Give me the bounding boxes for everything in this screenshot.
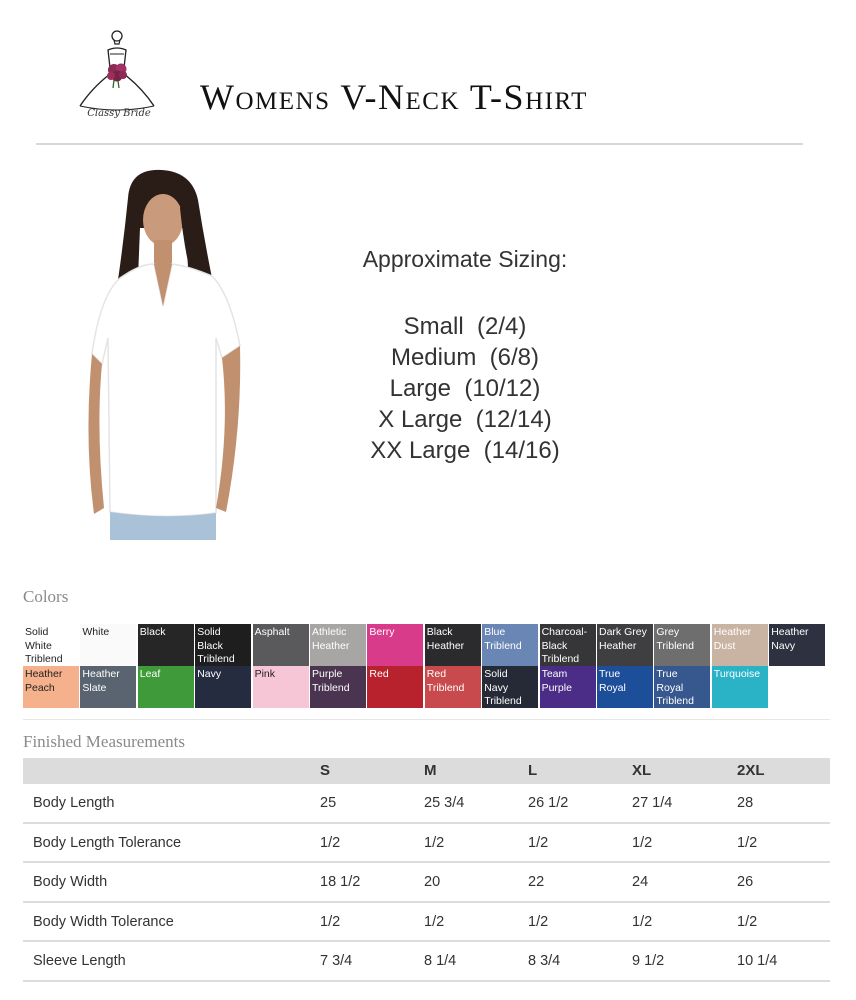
- size-line: XX Large (14/16): [370, 437, 560, 464]
- swatch-label: Triblend: [541, 653, 580, 665]
- table-cell: 28: [737, 795, 754, 811]
- color-swatch[interactable]: [80, 666, 136, 708]
- swatch-label: Navy: [484, 681, 509, 694]
- classy-bride-logo: [70, 28, 170, 128]
- swatch-label: Black: [197, 639, 223, 652]
- row-label: Body Length: [33, 795, 115, 811]
- swatch-label: Heather: [82, 668, 120, 680]
- table-cell: 1/2: [632, 913, 653, 930]
- swatch-label: Triblend: [426, 681, 465, 694]
- swatch-label: Solid: [25, 626, 49, 638]
- size-column-header: M: [424, 762, 437, 779]
- table-cell: 20: [424, 874, 441, 890]
- table-cell: 26 1/2: [528, 795, 569, 811]
- table-cell: 1/2: [424, 834, 445, 851]
- swatch-label: Black: [541, 639, 568, 652]
- swatch-label: Triblend: [484, 639, 522, 652]
- swatch-label: Triblend: [312, 681, 350, 694]
- table-cell: 7 3/4: [320, 953, 353, 969]
- color-swatch[interactable]: [425, 624, 481, 666]
- table-row: [23, 903, 830, 943]
- swatch-label: White: [25, 639, 52, 652]
- swatch-label: Charcoal-: [541, 626, 588, 638]
- table-cell: 1/2: [528, 834, 549, 851]
- swatch-label: Heather: [599, 639, 637, 652]
- table-row: [23, 942, 830, 982]
- swatch-label: Navy: [197, 668, 222, 680]
- swatch-label: Heather: [771, 626, 809, 638]
- color-swatch[interactable]: [769, 624, 825, 666]
- table-cell: 25: [320, 795, 337, 811]
- swatch-label: Triblend: [484, 695, 522, 707]
- swatch-label: Heather: [25, 668, 63, 680]
- table-body: [23, 784, 830, 982]
- table-cell: 25 3/4: [424, 795, 465, 811]
- color-swatch[interactable]: [195, 666, 251, 708]
- swatch-label: Asphalt: [254, 626, 290, 638]
- color-swatch[interactable]: [367, 666, 423, 708]
- table-row: [23, 824, 830, 864]
- color-swatch[interactable]: [310, 666, 366, 708]
- color-swatch[interactable]: [597, 624, 653, 666]
- table-cell: 10 1/4: [737, 953, 778, 969]
- swatch-label: Pink: [254, 668, 276, 680]
- color-swatch[interactable]: [597, 666, 653, 708]
- swatch-label: Purple: [312, 668, 343, 680]
- swatch-label: Black: [426, 626, 453, 638]
- color-swatch[interactable]: [425, 666, 481, 708]
- color-swatch[interactable]: [540, 624, 596, 666]
- table-cell: 18 1/2: [320, 874, 361, 890]
- color-swatch[interactable]: [654, 624, 710, 666]
- table-cell: 1/2: [424, 913, 445, 930]
- swatch-label: True: [656, 668, 678, 680]
- color-swatch[interactable]: [253, 666, 309, 708]
- measurements-heading: Finished Measurements: [23, 732, 185, 751]
- color-swatch[interactable]: [138, 624, 194, 666]
- swatch-label: Team: [541, 668, 568, 680]
- swatch-label: Red: [369, 668, 389, 680]
- table-cell: 1/2: [737, 834, 758, 851]
- color-swatch[interactable]: [482, 624, 538, 666]
- table-cell: 27 1/4: [632, 795, 673, 811]
- color-swatch[interactable]: [23, 624, 79, 666]
- row-label: Body Width Tolerance: [33, 913, 174, 930]
- swatch-label: Heather: [312, 639, 350, 652]
- size-column-header: XL: [632, 762, 652, 779]
- table-cell: 26: [737, 874, 754, 890]
- color-swatch[interactable]: [712, 666, 768, 708]
- swatch-label: Purple: [541, 681, 572, 694]
- swatch-label: Turquoise: [713, 668, 761, 680]
- swatch-label: Peach: [25, 681, 55, 694]
- color-swatch[interactable]: [367, 624, 423, 666]
- size-line: Large (10/12): [389, 375, 541, 402]
- swatch-label: Royal: [656, 681, 684, 694]
- swatch-label: Heather: [713, 626, 752, 638]
- table-cell: 1/2: [632, 834, 653, 851]
- model-photo: [80, 168, 270, 540]
- size-line: Small (2/4): [403, 313, 527, 340]
- logo-text: Classy Bride: [87, 108, 151, 119]
- swatch-label: True: [599, 668, 621, 680]
- row-label: Body Length Tolerance: [33, 834, 182, 851]
- size-line: Medium (6/8): [390, 344, 540, 371]
- color-swatch[interactable]: [253, 624, 309, 666]
- swatch-label: Triblend: [656, 639, 694, 652]
- sizing-heading: Approximate Sizing:: [362, 246, 568, 272]
- table-cell: 1/2: [320, 913, 341, 930]
- swatch-label: Heather: [426, 639, 465, 652]
- table-row: [23, 863, 830, 903]
- swatch-label: Solid: [197, 626, 221, 638]
- measurements-table: [23, 758, 830, 982]
- table-cell: 1/2: [320, 834, 341, 851]
- row-label: Body Width: [33, 874, 108, 890]
- table-cell: 1/2: [737, 913, 758, 930]
- colors-heading: Colors: [23, 587, 69, 606]
- header-divider: [36, 143, 803, 145]
- swatch-label: Triblend: [25, 653, 63, 665]
- table-cell: 22: [528, 874, 545, 890]
- page-title: Womens V-Neck T-Shirt: [200, 77, 588, 117]
- swatch-label: Solid: [484, 668, 508, 680]
- row-label: Sleeve Length: [33, 953, 126, 969]
- color-swatch[interactable]: [482, 666, 538, 708]
- color-swatch[interactable]: [80, 624, 136, 666]
- swatch-label: Grey: [656, 626, 680, 638]
- color-swatch[interactable]: [195, 624, 251, 666]
- table-cell: 1/2: [528, 913, 549, 930]
- table-cell: 8 1/4: [424, 953, 457, 969]
- size-column-header: 2XL: [737, 762, 765, 779]
- swatch-label: Dark Grey: [599, 626, 647, 638]
- table-cell: 8 3/4: [528, 953, 561, 969]
- swatch-label: Athletic: [312, 626, 347, 638]
- swatch-label: Royal: [599, 681, 626, 694]
- color-swatch[interactable]: [654, 666, 710, 708]
- approximate-sizing: [300, 246, 630, 466]
- swatch-label: Red: [426, 668, 447, 680]
- color-swatch-grid: [23, 624, 826, 708]
- size-line: X Large (12/14): [378, 406, 552, 433]
- swatch-label: Black: [139, 626, 166, 638]
- swatch-label: Blue: [484, 626, 506, 638]
- swatch-label: White: [82, 626, 110, 638]
- table-cell: 24: [632, 874, 649, 890]
- table-row: [23, 784, 830, 824]
- size-column-header: S: [320, 762, 331, 779]
- swatch-label: Leaf: [139, 668, 161, 680]
- color-swatch[interactable]: [310, 624, 366, 666]
- color-swatch[interactable]: [712, 624, 768, 666]
- section-divider: [23, 719, 830, 720]
- table-header: [23, 758, 830, 784]
- swatch-label: Triblend: [197, 653, 235, 665]
- swatch-label: Slate: [82, 681, 107, 694]
- swatch-label: Navy: [771, 639, 796, 652]
- table-cell: 9 1/2: [632, 953, 665, 969]
- swatch-label: Triblend: [656, 695, 694, 707]
- swatch-label: Berry: [369, 626, 395, 638]
- color-swatch[interactable]: [23, 666, 79, 708]
- swatch-label: Dust: [713, 639, 736, 652]
- size-column-header: L: [528, 762, 538, 779]
- color-swatch[interactable]: [138, 666, 194, 708]
- color-swatch[interactable]: [540, 666, 596, 708]
